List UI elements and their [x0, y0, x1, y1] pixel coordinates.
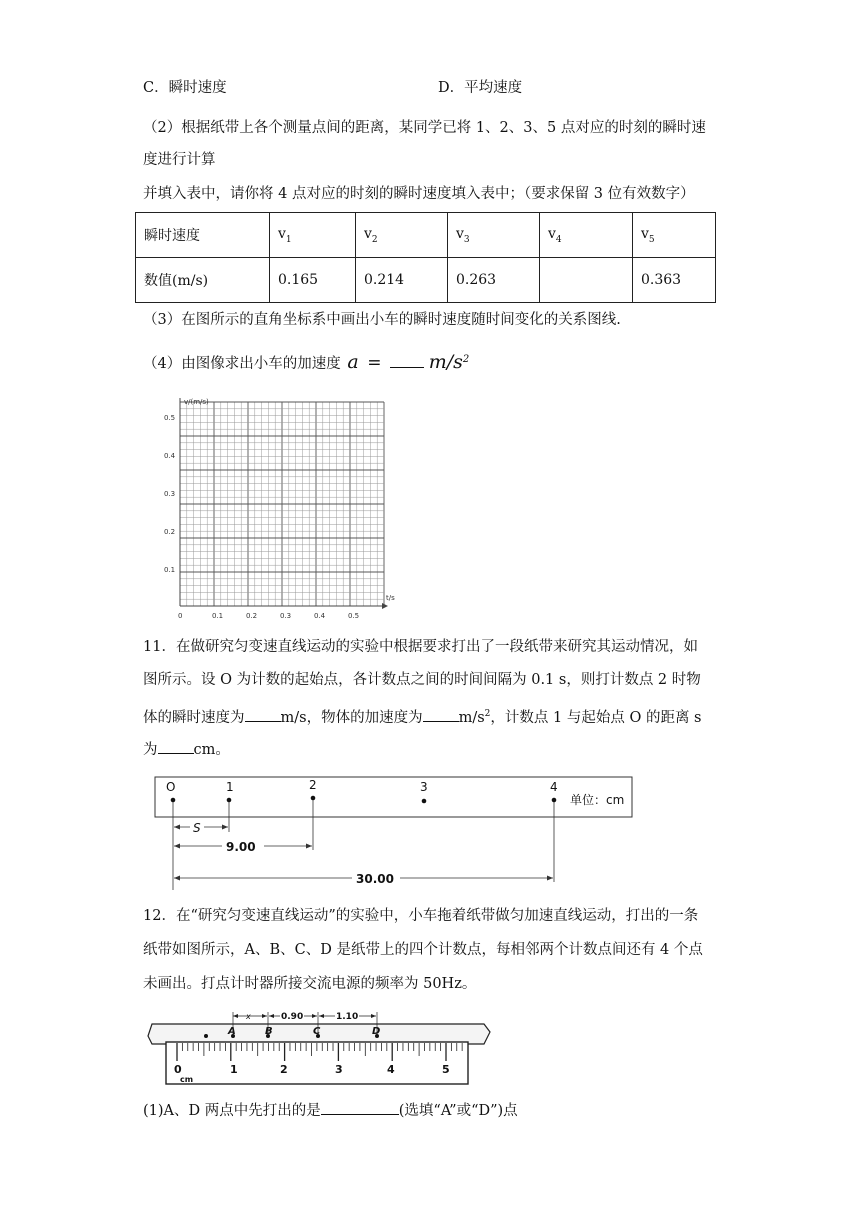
q12-sub1	[143, 1100, 518, 1121]
ruler-tape-figure	[144, 1010, 494, 1090]
y-tick-0.2: 0.2	[164, 528, 176, 536]
q10-part2-line2: 度进行计算	[143, 152, 216, 168]
tape-point-label-o: O	[166, 780, 176, 794]
q11-line2: 图所示。设 O 为计数的起始点，各计数点之间的时间间隔为 0.1 s，则打计数点 2 时物	[143, 672, 701, 688]
option-d: D．平均速度	[438, 80, 523, 96]
x-tick-0: 0	[178, 612, 183, 620]
q11-velocity-blank[interactable]	[245, 707, 281, 722]
paper-tape-figure	[150, 772, 640, 892]
q11-line3-a: 体的瞬时速度为	[143, 709, 245, 726]
ruler-label-a: A	[228, 1026, 236, 1037]
q12-sub1-b: (选填“A”或“D”)点	[398, 1103, 518, 1119]
table-header-label: 瞬时速度	[136, 213, 270, 258]
x-tick-0.1: 0.1	[212, 612, 224, 620]
table-cell-v3: 0.263	[448, 258, 540, 303]
label-30.00: 30.00	[356, 872, 394, 886]
y-tick-0.1: 0.1	[164, 566, 176, 574]
tape-point-2	[311, 796, 316, 801]
x-tick-0.2: 0.2	[246, 612, 258, 620]
ruler-label-d: D	[372, 1026, 381, 1037]
table-row-label: 数值(m/s)	[136, 258, 270, 303]
q11-line3-c-exp: 2	[484, 709, 491, 719]
q11-distance-blank[interactable]	[158, 739, 194, 754]
tape-point-label-4: 4	[550, 780, 558, 794]
ruler-num-3: 3	[335, 1063, 343, 1076]
q10-part2-line3: 并填入表中，请你将 4 点对应的时刻的瞬时速度填入表中；（要求保留 3 位有效数字）	[143, 186, 695, 202]
tape-point-3	[422, 799, 427, 804]
q11-acceleration-blank[interactable]	[423, 707, 459, 722]
q10-part3: （3）在图所示的直角坐标系中画出小车的瞬时速度随时间变化的关系图线.	[143, 312, 621, 328]
x-tick-0.4: 0.4	[314, 612, 326, 620]
dimension-s-arrow-left	[174, 825, 180, 830]
ruler-label-b: B	[265, 1026, 273, 1037]
tape-point-1	[227, 798, 232, 803]
table-header-v4: $v_4$	[540, 213, 633, 258]
table-cell-v2: 0.214	[356, 258, 448, 303]
y-tick-0.5: 0.5	[164, 414, 176, 422]
tape-point-label-1: 1	[226, 780, 234, 794]
q10-part2-line1: （2）根据纸带上各个测量点间的距离，某同学已将 1、2、3、5 点对应的时刻的瞬时速	[143, 120, 706, 136]
label-x: x	[246, 1012, 251, 1021]
label-9.00: 9.00	[226, 840, 256, 854]
x-axis-label: t/s	[386, 594, 395, 602]
q12-line2: 纸带如图所示，A、B、C、D 是纸带上的四个计数点，每相邻两个计数点间还有 4 个点	[143, 942, 703, 958]
ruler-num-5: 5	[442, 1063, 450, 1076]
q11-line3-d: ，计数点 1 与起始点 O 的距离 s	[490, 709, 702, 726]
dimension-30-arrow-right	[547, 876, 553, 881]
q11-line4	[143, 739, 230, 760]
q11-line3-c: m/s	[458, 709, 485, 726]
ruler-num-0: 0	[174, 1063, 182, 1076]
table-header-row	[136, 213, 716, 258]
dimension-30-arrow-left	[174, 876, 180, 881]
dot-unlabeled-1	[204, 1034, 208, 1038]
table-cell-v4[interactable]	[540, 258, 633, 303]
x-tick-0.5: 0.5	[348, 612, 360, 620]
table-header-v2: $v_2$	[356, 213, 448, 258]
ruler-num-4: 4	[387, 1063, 395, 1076]
table-value-row	[136, 258, 716, 303]
q12-line3: 未画出。打点计时器所接交流电源的频率为 50Hz。	[143, 976, 477, 992]
ruler-num-2: 2	[280, 1063, 288, 1076]
label-0.90: 0.90	[281, 1012, 304, 1022]
velocity-table	[135, 212, 716, 303]
dimension-s-arrow-right	[222, 825, 228, 830]
tape-point-label-2: 2	[309, 778, 317, 792]
dimension-9-arrow-left	[174, 844, 180, 849]
table-header-v5: $v_5$	[633, 213, 716, 258]
label-s: S	[193, 821, 201, 835]
y-axis-label: v/(m/s)	[184, 398, 209, 406]
q11-line4-a: 为	[143, 742, 158, 758]
x-axis-arrow	[382, 603, 388, 609]
dimension-9-arrow-right	[306, 844, 312, 849]
q12-sub1-a: (1)A、D 两点中先打出的是	[143, 1103, 321, 1119]
q12-sub1-blank[interactable]	[321, 1100, 399, 1115]
acceleration-answer-blank[interactable]	[390, 353, 424, 368]
formula-a: a	[347, 350, 359, 373]
q10-part4	[143, 350, 469, 374]
q11-line3-b: m/s，物体的加速度为	[280, 709, 423, 726]
q12-line1: 12．在“研究匀变速直线运动”的实验中，小车拖着纸带做匀加速直线运动，打出的一条	[143, 908, 699, 924]
q11-line1: 11．在做研究匀变速直线运动的实验中根据要求打出了一段纸带来研究其运动情况，如	[143, 639, 698, 655]
q11-line3	[143, 704, 702, 728]
formula-unit-exp: 2	[462, 354, 470, 365]
label-1.10: 1.10	[336, 1012, 359, 1022]
ruler-unit: cm	[180, 1075, 194, 1084]
x-tick-0.3: 0.3	[280, 612, 292, 620]
table-header-v1: $v_1$	[270, 213, 356, 258]
q10-part4-prefix: （4）由图像求出小车的加速度	[143, 355, 341, 372]
tape-point-4	[552, 798, 557, 803]
table-header-v3: $v_3$	[448, 213, 540, 258]
tape-point-label-3: 3	[420, 780, 428, 794]
table-cell-v1: 0.165	[270, 258, 356, 303]
graph-grid	[180, 402, 384, 606]
table-cell-v5: 0.363	[633, 258, 716, 303]
formula-equals: =	[367, 352, 382, 373]
formula-unit: m/s	[428, 350, 463, 373]
velocity-time-graph	[150, 392, 420, 622]
tape-unit: 单位：cm	[570, 793, 625, 807]
y-tick-0.3: 0.3	[164, 490, 176, 498]
ruler-label-c: C	[313, 1026, 321, 1037]
ruler-num-1: 1	[230, 1063, 238, 1076]
y-tick-0.4: 0.4	[164, 452, 176, 460]
option-c: C．瞬时速度	[143, 80, 227, 96]
q11-line4-b: cm。	[193, 742, 230, 758]
tape-point-o	[171, 798, 176, 803]
